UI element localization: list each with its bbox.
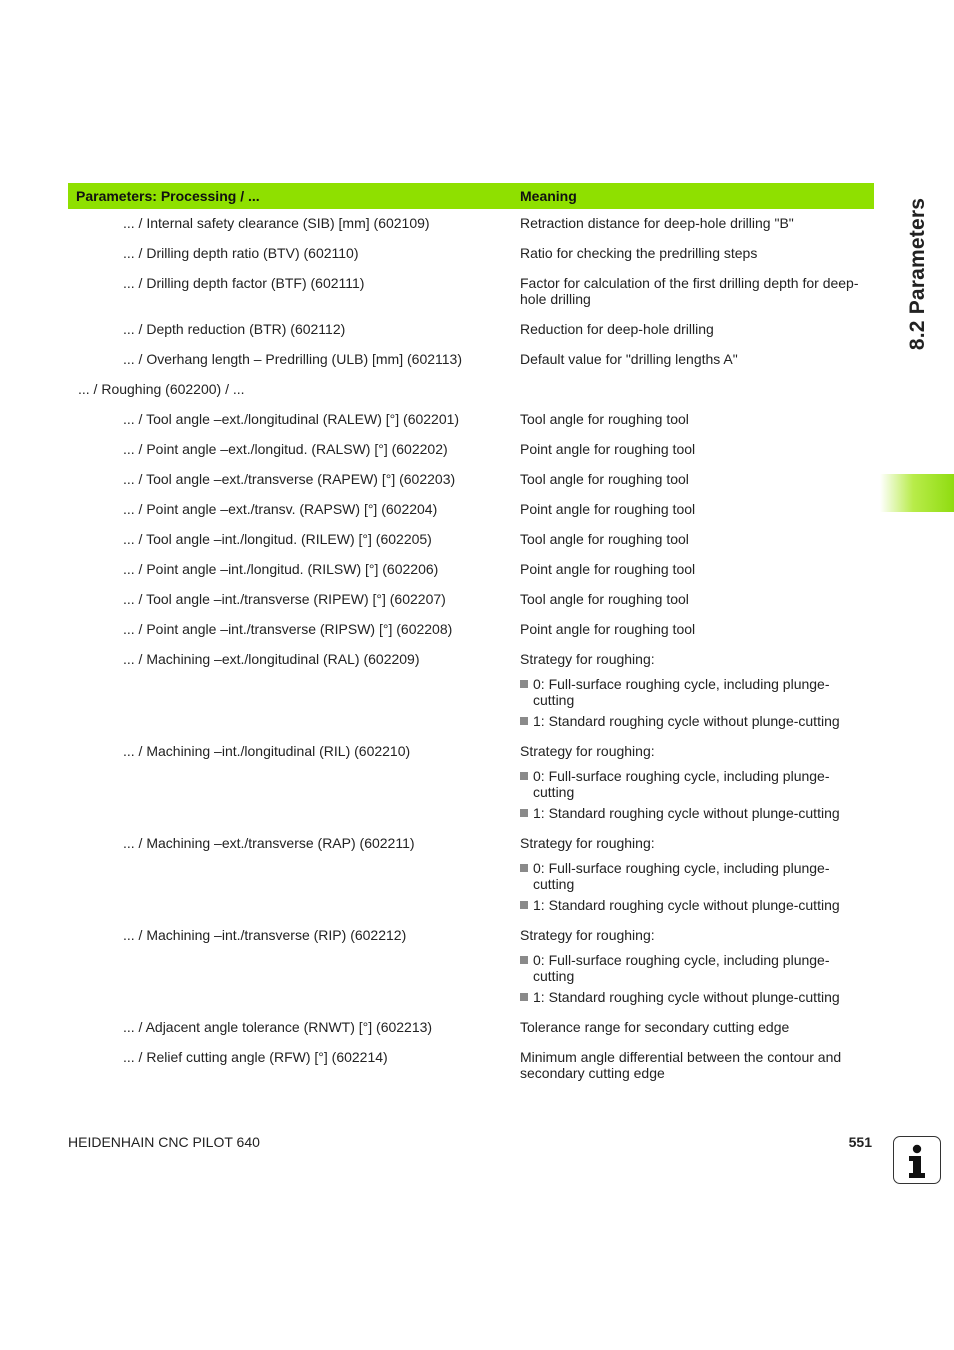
table-row (68, 1043, 874, 1089)
table-row (68, 495, 874, 525)
bullet-text: 1: Standard roughing cycle without plunge-cutting (533, 805, 840, 821)
table-row (68, 405, 874, 435)
parameter-meaning (510, 615, 874, 645)
bullet-item (520, 768, 870, 800)
parameter-meaning (510, 1043, 874, 1089)
meaning-text: Ratio for checking the predrilling steps (520, 245, 758, 261)
meaning-text: Minimum angle differential between the contour and secondary cutting edge (520, 1049, 842, 1081)
square-bullet-icon (520, 680, 528, 688)
parameter-name: ... / Machining –int./longitudinal (RIL) (602210) (123, 743, 411, 759)
table-row (68, 1013, 874, 1043)
parameter-name: ... / Machining –ext./longitudinal (RAL) (602209) (123, 651, 420, 667)
square-bullet-icon (520, 901, 528, 909)
parameter-meaning (510, 465, 874, 495)
bullet-text: 0: Full-surface roughing cycle, including plunge-cutting (533, 676, 830, 708)
meaning-text: Tool angle for roughing tool (520, 591, 689, 607)
parameter-name: ... / Point angle –int./transverse (RIPSW) [°] (602208) (123, 621, 453, 637)
parameter-meaning (510, 555, 874, 585)
bullet-item (520, 805, 870, 821)
bullet-item (520, 676, 870, 708)
parameter-meaning (510, 921, 874, 1013)
table-body (68, 209, 874, 1089)
parameter-meaning (510, 345, 874, 375)
meaning-text: Reduction for deep-hole drilling (520, 321, 714, 337)
parameter-meaning (510, 375, 874, 405)
meaning-text: Point angle for roughing tool (520, 621, 696, 637)
parameter-meaning (510, 737, 874, 829)
table-row (68, 345, 874, 375)
parameter-meaning (510, 405, 874, 435)
parameter-name: ... / Internal safety clearance (SIB) [mm] (602109) (123, 215, 430, 231)
square-bullet-icon (520, 956, 528, 964)
table-header-row (68, 183, 874, 209)
info-icon (893, 1136, 941, 1184)
table-row (68, 209, 874, 239)
chapter-title-text: 8.2 Parameters (906, 197, 929, 351)
parameter-name: ... / Drilling depth factor (BTF) (602111) (123, 275, 365, 291)
table-row (68, 375, 874, 405)
parameter-name: ... / Drilling depth ratio (BTV) (602110) (123, 245, 359, 261)
chapter-tab-marker (880, 474, 954, 512)
info-icon-glyph (894, 1137, 940, 1183)
bullet-item (520, 860, 870, 892)
parameter-meaning (510, 495, 874, 525)
parameter-name: ... / Overhang length – Predrilling (ULB) [mm] (602113) (123, 351, 463, 367)
square-bullet-icon (520, 717, 528, 725)
meaning-text: Tolerance range for secondary cutting edge (520, 1019, 790, 1035)
table-row (68, 555, 874, 585)
table-row (68, 239, 874, 269)
meaning-text: Point angle for roughing tool (520, 441, 696, 457)
bullet-item (520, 989, 870, 1005)
footer-title: HEIDENHAIN CNC PILOT 640 (68, 1134, 260, 1150)
header-meaning: Meaning (510, 183, 874, 209)
meaning-text: Retraction distance for deep-hole drilling "B" (520, 215, 794, 231)
table-row (68, 315, 874, 345)
parameter-name: ... / Machining –ext./transverse (RAP) (602211) (123, 835, 415, 851)
bullet-text: 0: Full-surface roughing cycle, including plunge-cutting (533, 768, 830, 800)
meaning-text: Factor for calculation of the first drilling depth for deep-hole drilling (520, 275, 859, 307)
table-row (68, 525, 874, 555)
meaning-text: Tool angle for roughing tool (520, 411, 689, 427)
square-bullet-icon (520, 772, 528, 780)
parameter-name: ... / Tool angle –ext./longitudinal (RALEW) [°] (602201) (123, 411, 460, 427)
meaning-text: Point angle for roughing tool (520, 501, 696, 517)
parameter-name: ... / Depth reduction (BTR) (602112) (123, 321, 346, 337)
meaning-text: Strategy for roughing: (520, 927, 655, 943)
bullet-item (520, 713, 870, 729)
table-row (68, 737, 874, 829)
meaning-text: Strategy for roughing: (520, 651, 655, 667)
bullet-item (520, 952, 870, 984)
bullet-item (520, 897, 870, 913)
parameter-name: ... / Point angle –ext./longitud. (RALSW) [°] (602202) (123, 441, 448, 457)
meaning-text: Default value for "drilling lengths A" (520, 351, 738, 367)
parameter-meaning (510, 239, 874, 269)
parameter-name: ... / Point angle –int./longitud. (RILSW) [°] (602206) (123, 561, 439, 577)
parameter-meaning (510, 315, 874, 345)
parameter-meaning (510, 269, 874, 315)
bullet-text: 1: Standard roughing cycle without plunge-cutting (533, 897, 840, 913)
square-bullet-icon (520, 864, 528, 872)
parameter-name: ... / Machining –int./transverse (RIP) (602212) (123, 927, 407, 943)
parameter-meaning (510, 1013, 874, 1043)
table-row (68, 615, 874, 645)
meaning-text: Point angle for roughing tool (520, 561, 696, 577)
bullet-text: 0: Full-surface roughing cycle, including plunge-cutting (533, 952, 830, 984)
parameter-meaning (510, 525, 874, 555)
bullet-text: 1: Standard roughing cycle without plunge-cutting (533, 989, 840, 1005)
parameter-meaning (510, 435, 874, 465)
parameter-name: ... / Roughing (602200) / ... (78, 381, 245, 397)
meaning-text: Tool angle for roughing tool (520, 531, 689, 547)
table-row (68, 921, 874, 1013)
table-row (68, 435, 874, 465)
parameter-name: ... / Tool angle –int./transverse (RIPEW) [°] (602207) (123, 591, 446, 607)
square-bullet-icon (520, 809, 528, 817)
parameter-name: ... / Tool angle –int./longitud. (RILEW) [°] (602205) (123, 531, 432, 547)
parameter-table (68, 183, 874, 1089)
parameter-meaning (510, 645, 874, 737)
chapter-title-vertical (898, 182, 938, 366)
table-row (68, 269, 874, 315)
table-row (68, 829, 874, 921)
meaning-text: Tool angle for roughing tool (520, 471, 689, 487)
table-row (68, 465, 874, 495)
parameter-name: ... / Adjacent angle tolerance (RNWT) [°] (602213) (123, 1019, 433, 1035)
table-row (68, 645, 874, 737)
square-bullet-icon (520, 993, 528, 1001)
bullet-text: 0: Full-surface roughing cycle, including plunge-cutting (533, 860, 830, 892)
parameter-name: ... / Point angle –ext./transv. (RAPSW) [°] (602204) (123, 501, 438, 517)
parameter-meaning (510, 829, 874, 921)
parameter-meaning (510, 209, 874, 239)
parameter-meaning (510, 585, 874, 615)
meaning-text: Strategy for roughing: (520, 743, 655, 759)
meaning-text: Strategy for roughing: (520, 835, 655, 851)
bullet-text: 1: Standard roughing cycle without plunge-cutting (533, 713, 840, 729)
page-number: 551 (848, 1134, 872, 1150)
parameter-name: ... / Tool angle –ext./transverse (RAPEW) [°] (602203) (123, 471, 456, 487)
table-row (68, 585, 874, 615)
header-parameters: Parameters: Processing / ... (68, 183, 510, 209)
parameter-name: ... / Relief cutting angle (RFW) [°] (602214) (123, 1049, 388, 1065)
